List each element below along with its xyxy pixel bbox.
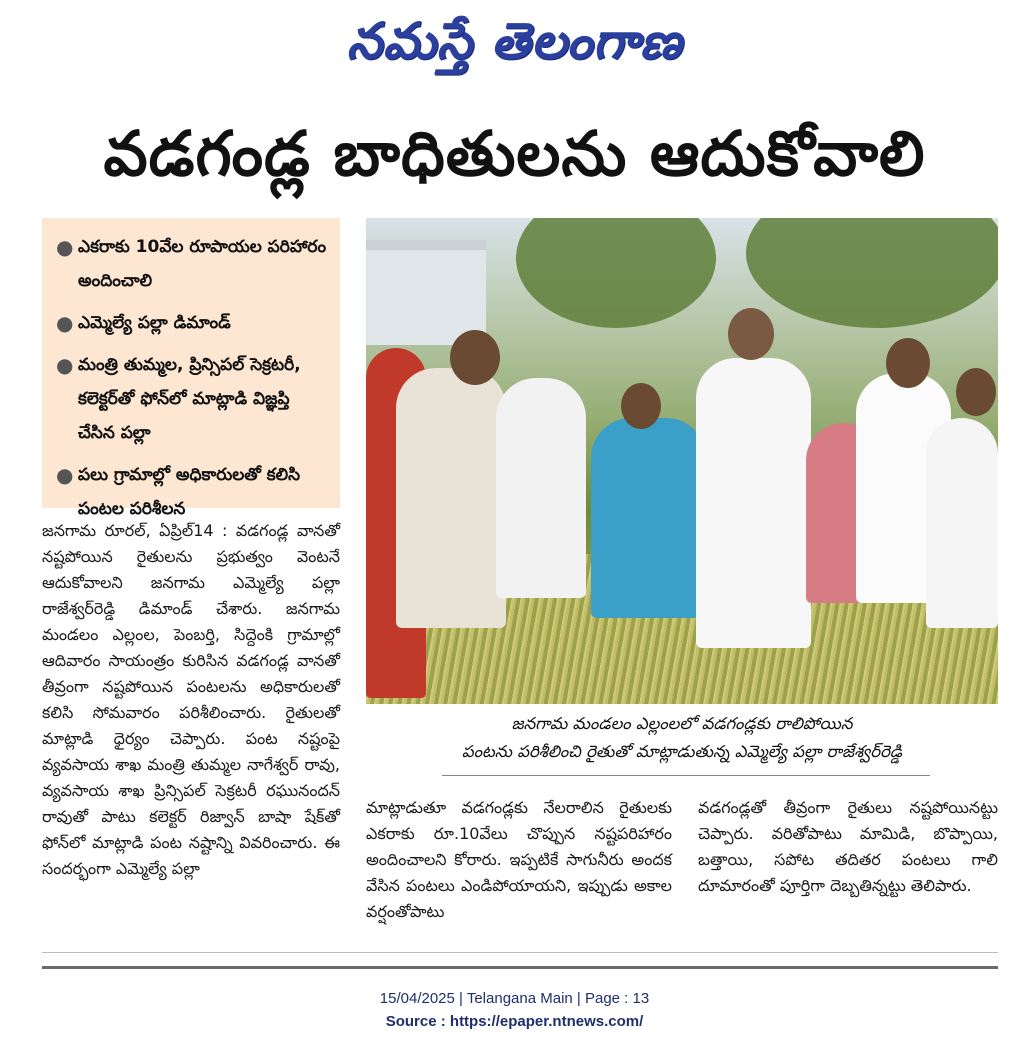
highlight-item xyxy=(56,348,330,450)
photo-person-head xyxy=(956,368,996,416)
photo-person-head xyxy=(621,383,661,429)
photo-shed xyxy=(366,240,486,345)
highlight-item xyxy=(56,230,330,298)
highlight-item xyxy=(56,458,330,526)
photo-person xyxy=(696,358,811,648)
photo-person-head xyxy=(728,308,774,360)
bullet-icon: ● xyxy=(56,353,74,377)
photo-tree xyxy=(746,218,998,328)
photo-caption-line: పంటను పరిశీలించి రైతుతో మాట్లాడుతున్న ఎమ్మెల్యే పల్లా రాజేశ్వర్‌రెడ్డి xyxy=(461,742,903,761)
photo-person xyxy=(396,368,506,628)
highlight-text: పలు గ్రామాల్లో అధికారులతో కలిసి పంటల పరిశీలన xyxy=(78,465,301,519)
highlight-text: ఎకరాకు 10వేల రూపాయల పరిహారం అందించాలి xyxy=(78,237,327,291)
footer-source: Source : https://epaper.ntnews.com/ xyxy=(385,1013,644,1030)
bullet-icon: ● xyxy=(56,463,74,487)
highlight-item xyxy=(56,306,330,340)
news-photo xyxy=(366,218,998,704)
article-column-1: జనగామ రూరల్, ఏప్రిల్14 : వడగండ్ల వానతో నష్టపోయిన రైతులను ప్రభుత్వం వెంటనే ఆదుకోవాలని జనగామ ఎమ్మెల్యే పల్లా రాజేశ్వర్‌రెడ్డి డిమాండ్ చేశారు. జనగామ మండలం ఎల్లంల, పెంబర్తి, సిద్దెంకి గ్రామాల్లో ఆదివారం సాయంత్రం కురిసిన వడగండ్ల వానతో తీవ్రంగా నష్టపోయిన పంటలను అధికారులతో కలిసి సోమవారం పరిశీలించారు. రైతులతో మాట్లాడి ధైర్యం చెప్పారు. పంట నష్టంపై వ్యవసాయ శాఖ మంత్రి తుమ్మల నాగేశ్వర్ రావు, వ్యవసాయ శాఖ ప్రిన్సిపల్ సెక్రటరీ రఘునందన్ రావుతో పాటు కలెక్టర్ రిజ్వాన్ బాషా షేక్‌తో ఫోన్‌లో మాట్లాడి పంట నష్టాన్ని వివరించారు. ఈ సందర్భంగా ఎమ్మెల్యే పల్లా xyxy=(42,521,340,878)
page-bottom-rule xyxy=(42,966,998,969)
bullet-icon: ● xyxy=(56,311,74,335)
article-bottom-rule xyxy=(42,952,998,953)
highlight-text: ఎమ్మెల్యే పల్లా డిమాండ్ xyxy=(78,313,231,333)
highlight-text: మంత్రి తుమ్మల, ప్రిన్సిపల్ సెక్రటరీ, కలెక్టర్‌తో ఫోన్‌లో మాట్లాడి విజ్ఞప్తి చేసిన పల్లా xyxy=(78,355,301,443)
article-column-3: వడగండ్లతో తీవ్రంగా రైతులు నష్టపోయినట్టు చెప్పారు. వరితోపాటు మామిడి, బొప్పాయి, బత్తాయి, సపోట తదితర పంటలు గాలి దూమారంతో పూర్తిగా దెబ్బతిన్నట్టు తెలిపారు. xyxy=(698,798,998,895)
photo-caption xyxy=(366,710,998,766)
photo-person-head xyxy=(450,330,500,385)
article-column-2: మాట్లాడుతూ వడగండ్లకు నేలరాలిన రైతులకు ఎకరాకు రూ.10వేలు చొప్పున నష్టపరిహారం అందించాలని కోరారు. ఇప్పటికే సాగునీరు అందక వేసిన పంటలు ఎండిపోయాయని, ఇప్పుడు అకాల వర్షంతోపాటు xyxy=(366,798,672,921)
photo-person xyxy=(926,418,998,628)
photo-caption-line: జనగామ మండలం ఎల్లంలలో వడగండ్లకు రాలిపోయిన xyxy=(511,714,853,733)
caption-divider xyxy=(442,775,930,776)
newspaper-masthead: నమస్తే తెలంగాణ xyxy=(346,12,683,70)
photo-person xyxy=(591,418,706,618)
photo-person-head xyxy=(886,338,930,388)
photo-tree xyxy=(516,218,716,328)
bullet-icon: ● xyxy=(56,235,74,259)
photo-person xyxy=(496,378,586,598)
footer-date-page: 15/04/2025 | Telangana Main | Page : 13 xyxy=(379,990,650,1007)
article-headline: వడగండ్ల బాధితులను ఆదుకోవాలి xyxy=(103,117,926,190)
highlights-box xyxy=(42,218,340,519)
